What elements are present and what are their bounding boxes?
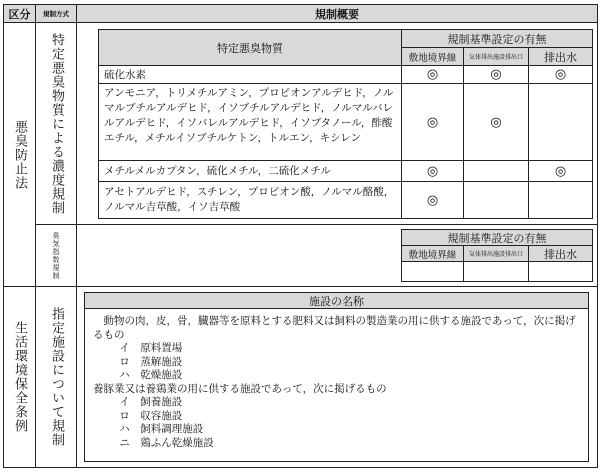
index-standard-header: 規制基準設定の有無 — [401, 229, 593, 246]
index-site-cell — [401, 261, 464, 282]
facility-item-b-2: ハ 飼料調理施設 — [119, 423, 204, 435]
facility-intro-2: 養豚業又は養鶏業の用に供する施設であって，次に掲げるもの — [93, 382, 387, 395]
facility-item-b-1: ロ 収容施設 — [119, 409, 183, 422]
index-col-gas-header: 気体排出施設排出口 — [463, 245, 529, 262]
category-header: 区分 — [3, 4, 36, 23]
substance-row-1: アンモニア，トリメチルアミン，プロピオンアルデヒド，ノルマルブチルアルデヒド，イソブチルアルデヒド，ノルマルバレルアルデヒド，イソバレルアルデヒド，イソブタノール，酢酸エチル，メチルイソブチルケトン，トルエン，キシレン — [98, 83, 402, 161]
row-2-gas-mark — [463, 160, 529, 182]
odor-index-method: 臭気指数規制 — [35, 224, 77, 287]
living-env-label: 生活環境保全条例 — [3, 286, 36, 468]
regulation-method-header: 規制方式 — [35, 4, 77, 23]
row-1-site-mark: ◎ — [401, 83, 464, 161]
facility-intro-1: 動物の肉，皮，骨，臓器等を原料とする肥料又は飼料の製造業の用に供する施設であって，次に掲げるもの — [93, 315, 576, 341]
index-col-site-header: 敷地境界線 — [401, 245, 464, 262]
facility-header: 施設の名称 — [84, 292, 589, 309]
row-2-site-mark: ◎ — [401, 160, 464, 182]
substance-row-3: アセトアルデヒド，スチレン，プロピオン酸，ノルマル酪酸，ノルマル吉草酸，イソ吉草酸 — [98, 181, 402, 219]
standard-header: 規制基準設定の有無 — [401, 29, 593, 48]
index-gas-cell — [463, 261, 529, 282]
row-1-water-mark — [528, 83, 593, 161]
col-gas-header: 気体排出施設排出口 — [463, 47, 529, 66]
facility-item-b-0: イ 飼養施設 — [119, 396, 183, 408]
facility-list-box — [84, 308, 589, 462]
row-2-water-mark: ◎ — [528, 160, 593, 182]
substance-row-2: メチルメルカプタン，硫化メチル，二硫化メチル — [98, 160, 402, 182]
living-env-method: 指定施設について規制 — [35, 286, 77, 468]
odor-law-label: 悪臭防止法 — [3, 22, 36, 287]
specified-substance-method: 特定悪臭物質による濃度規制 — [35, 22, 77, 225]
substance-header: 特定悪臭物質 — [98, 29, 402, 66]
index-water-cell — [528, 261, 593, 282]
regulation-outline-header: 規制概要 — [76, 4, 598, 23]
row-0-water-mark: ◎ — [528, 65, 593, 84]
facility-item-a-2: ハ 乾燥施設 — [119, 369, 183, 381]
row-3-water-mark — [528, 181, 593, 219]
row-3-site-mark: ◎ — [401, 181, 464, 219]
row-0-site-mark: ◎ — [401, 65, 464, 84]
facility-item-a-1: ロ 蒸解施設 — [119, 355, 183, 368]
substance-row-0: 硫化水素 — [98, 65, 402, 84]
facility-item-a-0: イ 原料置場 — [119, 342, 183, 354]
col-water-header: 排出水 — [528, 47, 593, 66]
row-0-gas-mark: ◎ — [463, 65, 529, 84]
col-site-header: 敷地境界線 — [401, 47, 464, 66]
row-1-gas-mark: ◎ — [463, 83, 529, 161]
index-col-water-header: 排出水 — [528, 245, 593, 262]
row-3-gas-mark — [463, 181, 529, 219]
facility-item-b-3: ニ 鶏ふん乾燥施設 — [119, 436, 214, 449]
